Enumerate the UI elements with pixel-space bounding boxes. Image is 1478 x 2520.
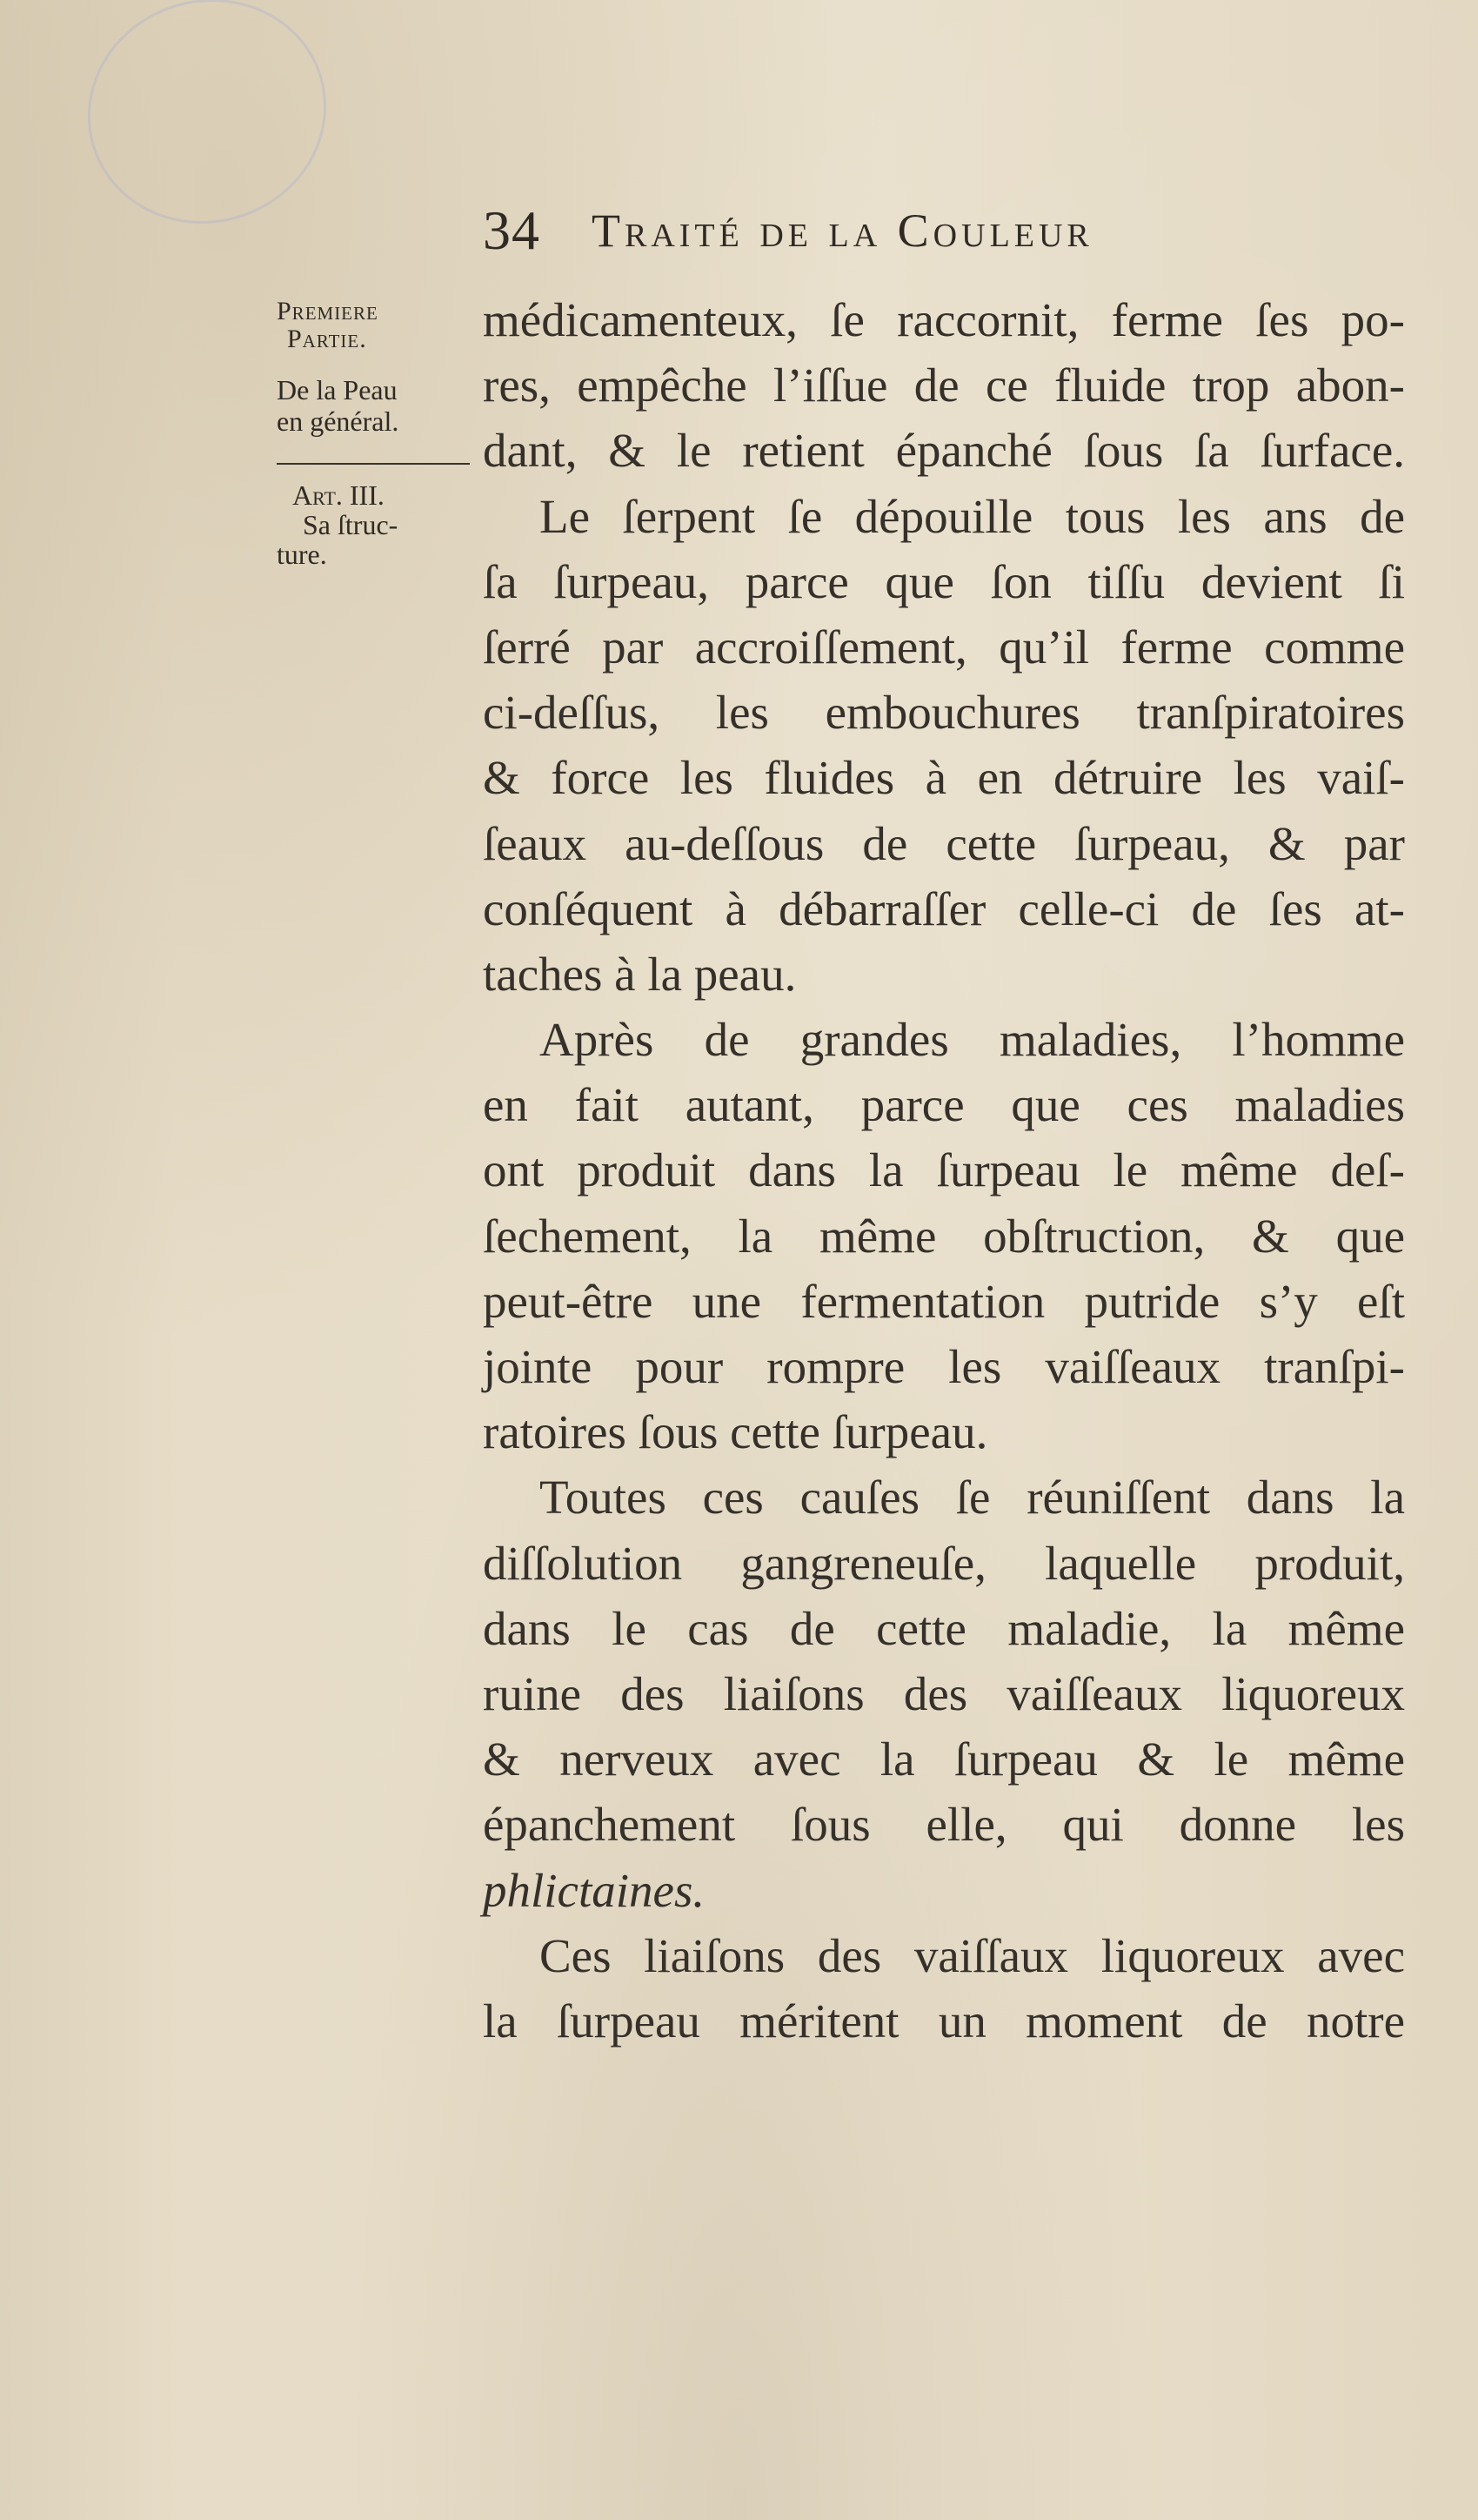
margin-note-subject (277, 374, 398, 437)
margin-part-line-1: Premiere (277, 297, 378, 325)
margin-note-article (277, 480, 398, 569)
text-line: en fait autant, parce que ces maladies (483, 1078, 1405, 1132)
text-line: médicamenteux, ſe raccornit, ferme ſes po- (483, 293, 1405, 346)
text-line: ſa ſurpeau, parce que ſon tiſſu devient ſi (483, 554, 1405, 608)
text-line: jointe pour rompre les vaiſſeaux tranſpi- (483, 1340, 1405, 1393)
text-line: ſerré par accroiſſement, qu’il ferme comme (483, 620, 1405, 674)
text-line: phlictaines. (483, 1863, 706, 1917)
text-line: dans le cas de cette maladie, la même (483, 1601, 1405, 1655)
text-line: dant, & le retient épanché ſous ſa ſurface. (483, 424, 1405, 478)
text-line: ſechement, la même obſtruction, & que (483, 1209, 1405, 1263)
margin-divider (277, 463, 470, 465)
text-line: conſéquent à débarraſſer celle-ci de ſes at- (483, 881, 1405, 935)
page-header (483, 198, 1396, 268)
margin-topic-line-1: Sa ſtruc- (303, 509, 398, 540)
margin-subject-line-2: en général. (277, 405, 399, 437)
margin-topic-line-2: ture. (277, 539, 327, 570)
text-line: peut-être une fermentation putride s’y eſt (483, 1274, 1405, 1328)
margin-subject-line-1: De la Peau (277, 374, 398, 405)
text-line: Ces liaiſons des vaiſſaux liquoreux avec (539, 1928, 1405, 1982)
margin-part-line-2: Partie. (287, 325, 367, 353)
text-line: ont produit dans la ſurpeau le même deſ- (483, 1143, 1405, 1197)
text-line: épanchement ſous elle, qui donne les (483, 1798, 1405, 1852)
text-line: Toutes ces cauſes ſe réuniſſent dans la (539, 1471, 1405, 1525)
margin-note-part (277, 298, 378, 353)
page-number: 34 (483, 199, 540, 261)
text-line: Après de grandes maladies, l’homme (539, 1013, 1405, 1067)
text-line: diſſolution gangreneuſe, laquelle produit, (483, 1536, 1405, 1590)
text-line: taches à la peau. (483, 947, 797, 1001)
margin-article: Art. III. (292, 479, 385, 511)
text-line: & nerveux avec la ſurpeau & le même (483, 1732, 1405, 1786)
text-line: & force les fluides à en détruire les vaiſ- (483, 751, 1405, 805)
running-title: Traité de la Couleur (592, 204, 1093, 257)
text-line: la ſurpeau méritent un moment de notre (483, 1994, 1405, 2048)
text-line: res, empêche l’iſſue de ce fluide trop abon- (483, 359, 1405, 412)
text-line: ſeaux au-deſſous de cette ſurpeau, & par (483, 816, 1405, 870)
text-line: Le ſerpent ſe dépouille tous les ans de (539, 489, 1405, 543)
text-line: ruine des liaiſons des vaiſſeaux liquoreux (483, 1666, 1405, 1720)
body-text (483, 287, 1405, 2054)
text-line: ci-deſſus, les embouchures tranſpiratoires (483, 686, 1405, 740)
text-line: ratoires ſous cette ſurpeau. (483, 1405, 988, 1459)
library-stamp (58, 0, 356, 254)
